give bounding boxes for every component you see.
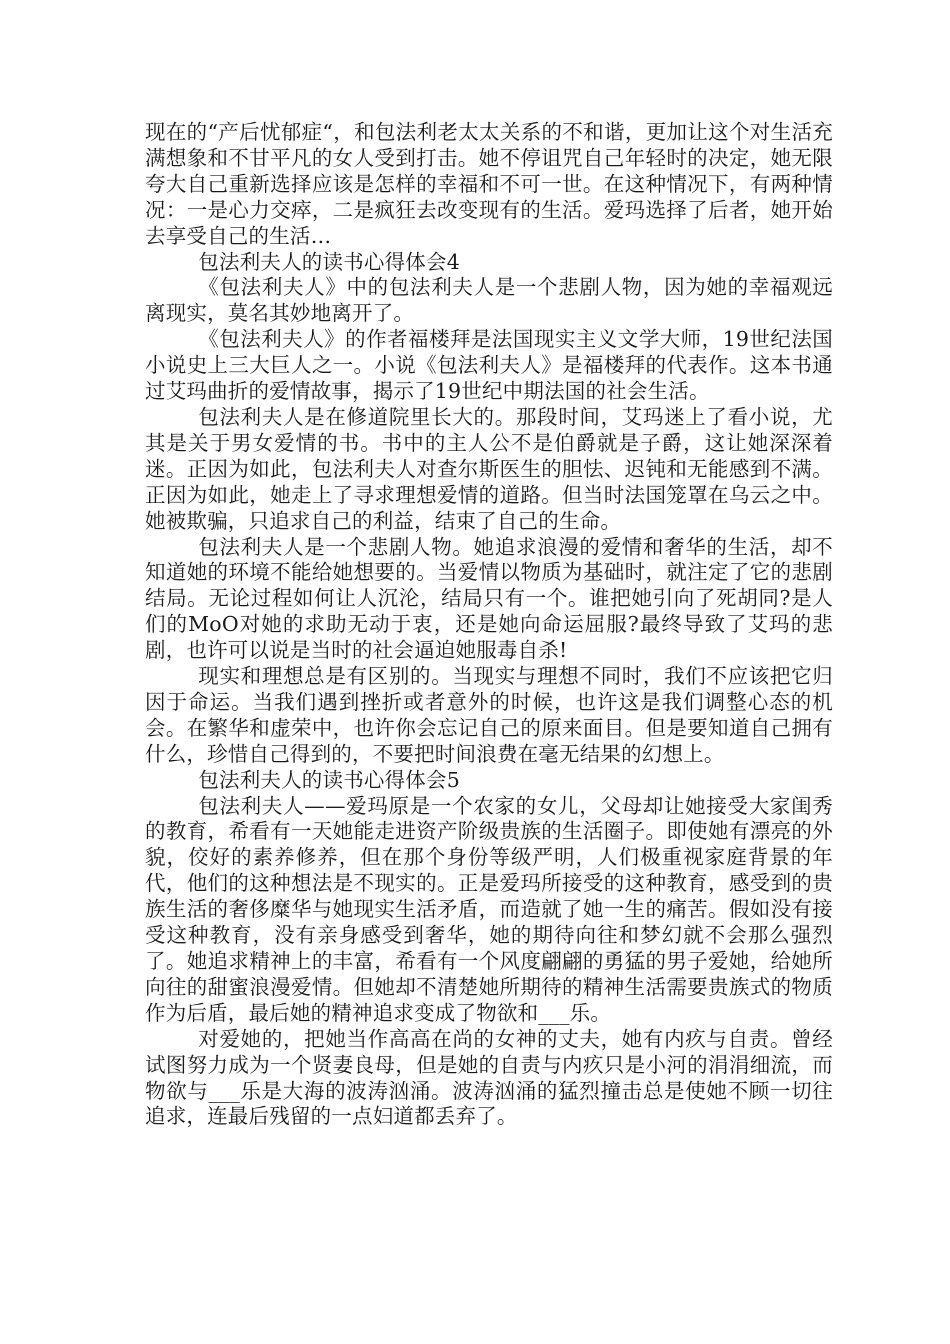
paragraph-6: 现实和理想总是有区别的。当现实与理想不同时，我们不应该把它归因于命运。当我们遇到挫折或者意外的时候，也许这是我们调整心态的机会。在繁华和虚荣中，也许你会忘记自己的原来面目。但是要知道自己拥有什么，珍惜自己得到的，不要把时间浪费在毫无结果的幻想上。: [145, 664, 833, 766]
paragraph-3: 《包法利夫人》的作者福楼拜是法国现实主义文学大师，19世纪法国小说史上三大巨人之一。小说《包法利夫人》是福楼拜的代表作。这本书通过艾玛曲折的爱情故事，揭示了19世纪中期法国的社会生活。: [145, 327, 833, 404]
document-body: [145, 120, 833, 1130]
paragraph-1: 现在的“产后忧郁症“，和包法利老太太关系的不和谐，更加让这个对生活充满想象和不甘平凡的女人受到打击。她不停诅咒自己年轻时的决定，她无限夸大自己重新选择应该是怎样的幸福和不可一世。在这种情况下，有两种情况：一是心力交瘁，二是疯狂去改变现有的生活。爱玛选择了后者，她开始去享受自己的生活…: [145, 120, 833, 248]
paragraph-4: 包法利夫人是在修道院里长大的。那段时间，艾玛迷上了看小说，尤其是关于男女爱情的书。书中的主人公不是伯爵就是子爵，这让她深深着迷。正因为如此，包法利夫人对查尔斯医生的胆怯、迟钝和无能感到不满。正因为如此，她走上了寻求理想爱情的道路。但当时法国笼罩在乌云之中。她被欺骗，只追求自己的利益，结束了自己的生命。: [145, 404, 833, 533]
paragraph-7: 包法利夫人——爱玛原是一个农家的女儿，父母却让她接受大家闺秀的教育，希看有一天她能走进资产阶级贵族的生活圈子。即使她有漂亮的外貌，佼好的素养修养，但在那个身份等级严明，人们极重视家庭背景的年代，他们的这种想法是不现实的。正是爱玛所接受的这种教育，感受到的贵族生活的奢侈糜华与她现实生活矛盾，而造就了她一生的痛苦。假如没有接受这种教育，没有亲身感受到奢华，她的期待向往和梦幻就不会那么强烈了。她追求精神上的丰富，希看有一个风度翩翩的勇猛的男子爱她，给她所向往的甜蜜浪漫爱情。但她却不清楚她所期待的精神生活需要贵族式的物质作为后盾，最后她的精神追求变成了物欲和___乐。: [145, 793, 833, 1025]
section-heading-4: 包法利夫人的读书心得体会4: [198, 249, 460, 274]
paragraph-2: 《包法利夫人》中的包法利夫人是一个悲剧人物，因为她的幸福观远离现实，莫名其妙地离开了。: [145, 275, 833, 326]
section-heading-5: 包法利夫人的读书心得体会5: [198, 767, 460, 792]
paragraph-8: 对爱她的，把她当作高高在尚的女神的丈夫，她有内疚与自责。曾经试图努力成为一个贤妻良母，但是她的自责与内疚只是小河的涓涓细流，而物欲与___乐是大海的波涛汹涌。波涛汹涌的猛烈撞击总是使她不顾一切往追求，连最后残留的一点妇道都丢弃了。: [145, 1026, 833, 1129]
paragraph-5: 包法利夫人是一个悲剧人物。她追求浪漫的爱情和奢华的生活，却不知道她的环境不能给她想要的。当爱情以物质为基础时，就注定了它的悲剧结局。无论过程如何让人沉沦，结局只有一个。谁把她引向了死胡同?是人们的MoO对她的求助无动于衷，还是她向命运屈服?最终导致了艾玛的悲剧，也许可以说是当时的社会逼迫她服毒自杀!: [145, 534, 833, 663]
